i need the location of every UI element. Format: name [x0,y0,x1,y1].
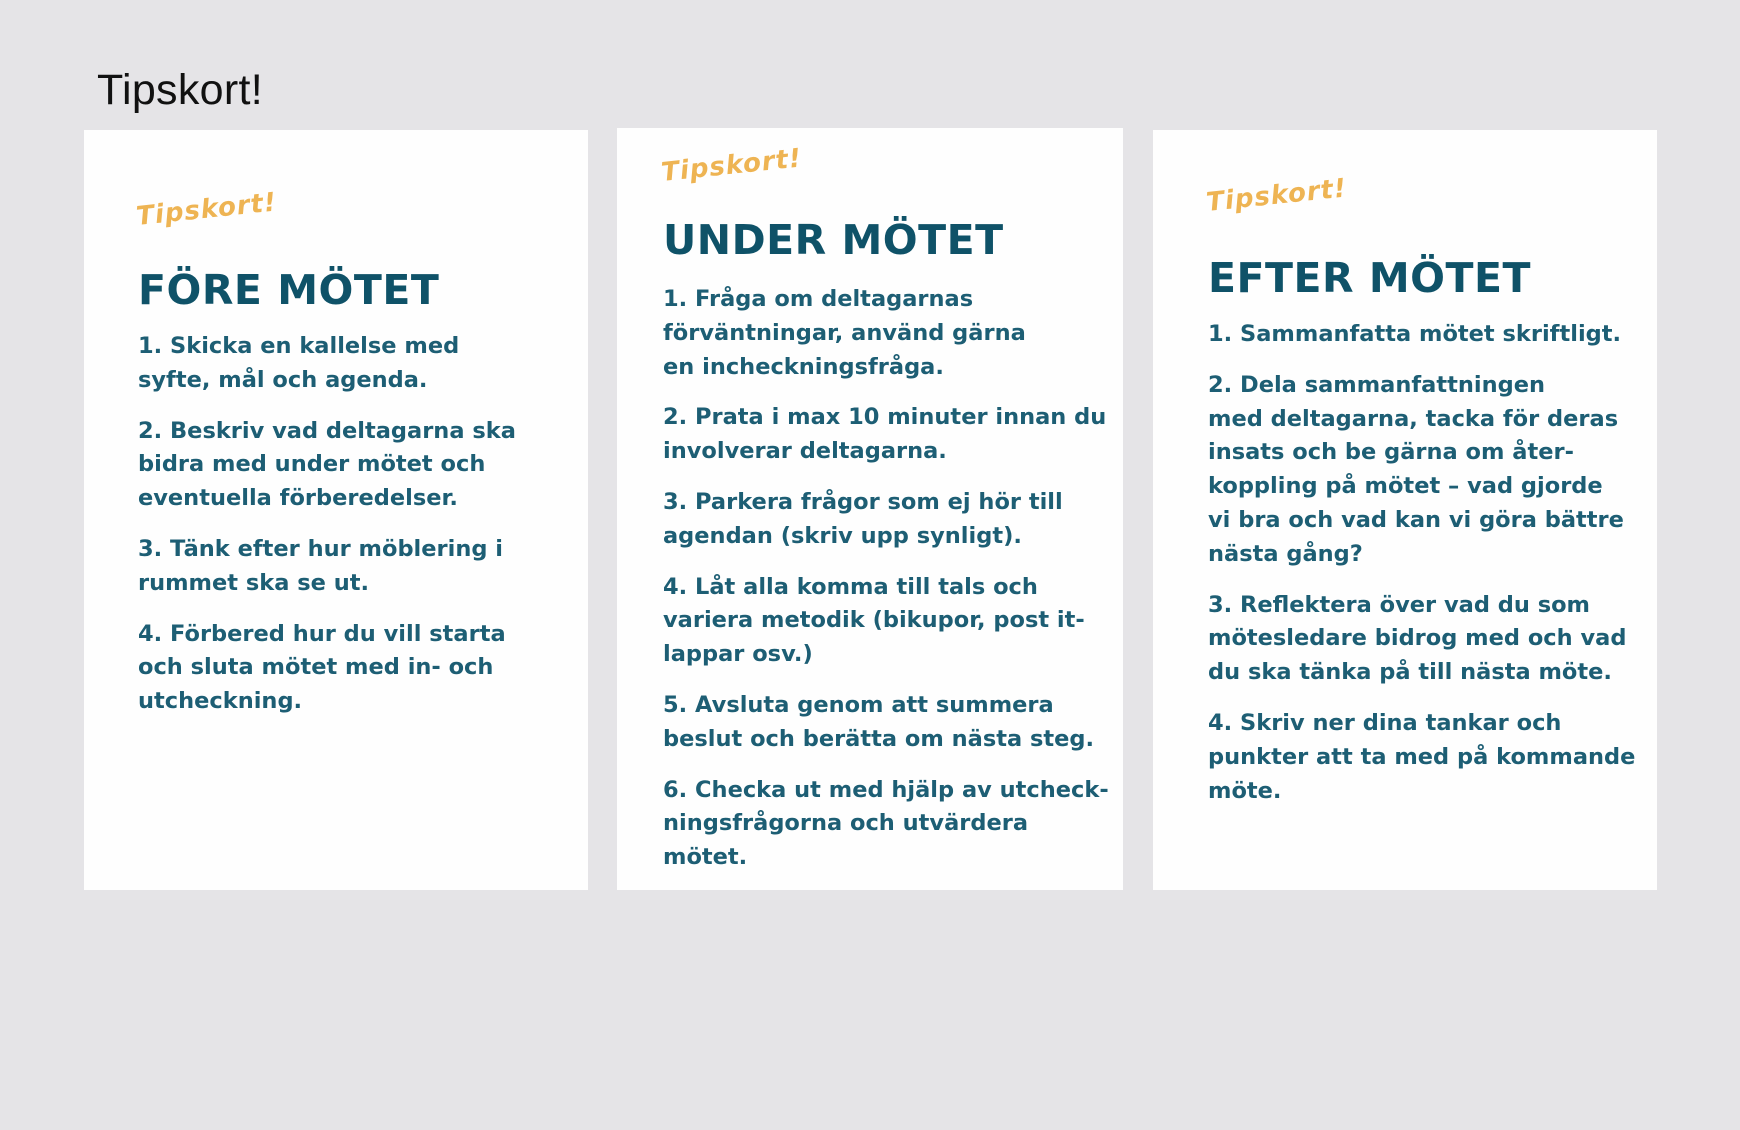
tip-item: 3. Tänk efter hur möblering i rummet ska se ut. [138,535,503,596]
page-title: Tipskort! [97,66,263,114]
tip-list [663,283,1113,892]
tip-item: 1. Skicka en kallelse med syfte, mål och agenda. [138,333,460,393]
tip-item: 1. Fråga om deltagarnas förväntningar, använd gärna en incheckningsfråga. [663,286,1026,380]
tip-item: 4. Låt alla komma till tals och variera metodik (bikupor, post it- lappar osv.) [663,573,1085,668]
tipskort-label: Tipskort! [1204,173,1349,218]
tip-card-during [617,128,1123,890]
tip-item: 3. Parkera frågor som ej hör till agendan (skriv upp synligt). [663,488,1063,549]
card-heading: EFTER MÖTET [1208,254,1531,302]
tip-item: 1. Sammanfatta mötet skriftligt. [1208,321,1622,347]
tip-card-before [84,130,588,890]
tip-item: 3. Reflektera över vad du som mötesledare bidrog med och vad du ska tänka på till nästa möte. [1208,591,1627,686]
card-heading: FÖRE MÖTET [138,266,440,314]
tip-list [138,330,578,736]
tip-item: 6. Checka ut med hjälp av utcheck- ningsfrågorna och utvärdera mötet. [663,776,1109,871]
tipskort-label: Tipskort! [134,187,279,232]
tip-card-after [1153,130,1657,890]
tip-item: 5. Avsluta genom att summera beslut och berätta om nästa steg. [663,691,1095,752]
tip-item: 2. Beskriv vad deltagarna ska bidra med under mötet och eventuella förberedelser. [138,417,516,512]
tip-item: 4. Förbered hur du vill starta och sluta mötet med in- och utcheckning. [138,620,506,715]
tip-item: 4. Skriv ner dina tankar och punkter att ta med på kommande möte. [1208,709,1636,804]
tip-item: 2. Dela sammanfattningen med deltagarna, tacka för deras insats och be gärna om åter- koppling på mötet – vad gjorde vi bra och vad kan vi göra bättre nästa gång? [1208,371,1624,567]
card-heading: UNDER MÖTET [663,216,1004,264]
tip-item: 2. Prata i max 10 minuter innan du involverar deltagarna. [663,404,1107,465]
tipskort-label: Tipskort! [659,143,804,188]
tip-list [1208,318,1648,825]
